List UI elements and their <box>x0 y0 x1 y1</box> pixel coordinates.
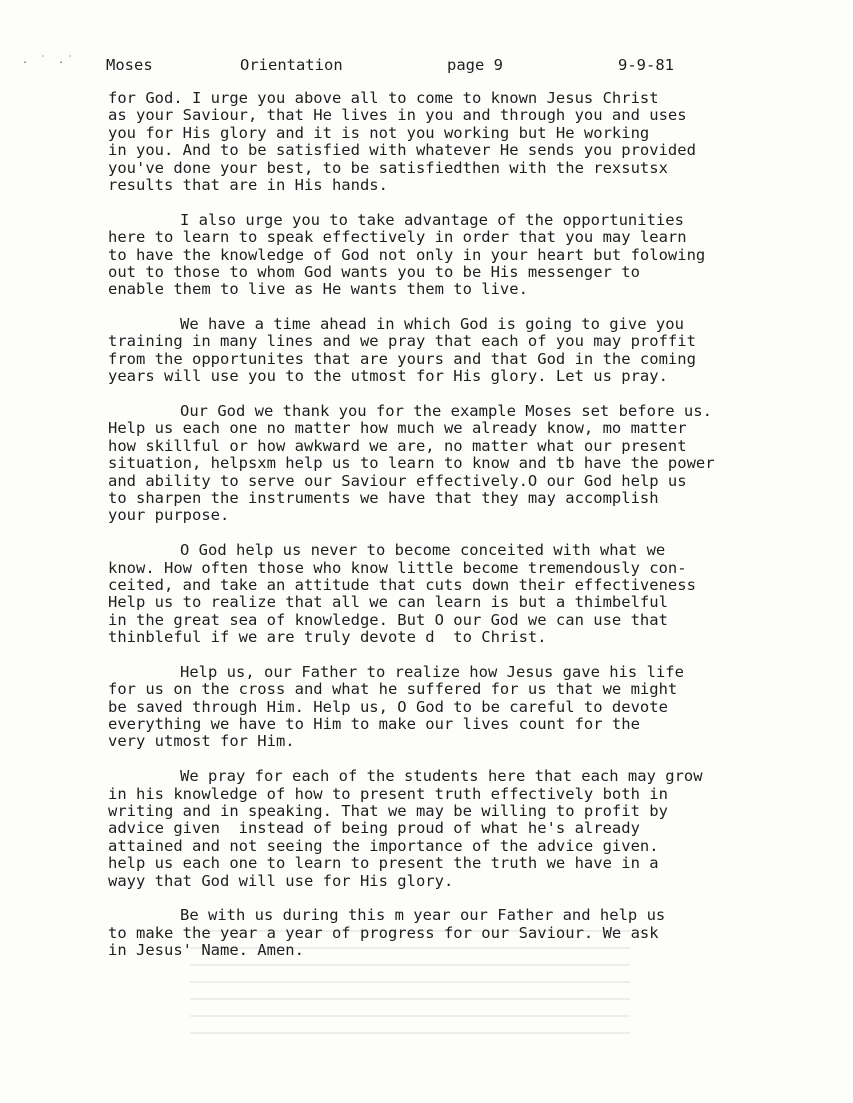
text-line: for us on the cross and what he suffered for us that we might <box>108 680 678 699</box>
text-line: Help us, our Father to realize how Jesus gave his life <box>180 662 684 681</box>
text-line: We have a time ahead in which God is going to give you <box>180 315 684 334</box>
margin-specks: . ˙ .˙ <box>22 55 77 66</box>
text-line: to make the year a year of progress for our Saviour. We ask <box>108 923 659 942</box>
text-line: attained and not seeing the importance of the advice given. <box>108 836 659 855</box>
text-line: in Jesus' Name. Amen. <box>108 941 304 960</box>
text-line: your purpose. <box>108 506 230 525</box>
text-line: and ability to serve our Saviour effectively.O our God help us <box>108 471 687 490</box>
text-line: writing and in speaking. That we may be willing to profit by <box>108 802 668 821</box>
text-line: you've done your best, to be satisfiedthen with the rexsutsx <box>108 158 668 177</box>
text-line: as your Saviour, that He lives in you and through you and uses <box>108 106 687 125</box>
document-body <box>108 90 808 977</box>
text-line: O God help us never to become conceited with what we <box>180 541 666 560</box>
header-date: 9-9-81 <box>618 56 674 74</box>
text-line: Be with us during this m year our Father and help us <box>180 906 666 925</box>
paragraph <box>108 768 808 890</box>
text-line: in you. And to be satisfied with whatever He sends you provided <box>108 141 696 160</box>
text-line: very utmost for Him. <box>108 732 295 751</box>
text-line: to sharpen the instruments we have that they may accomplish <box>108 488 659 507</box>
text-line: in his knowledge of how to present truth effectively both in <box>108 784 668 803</box>
page-header <box>0 56 853 78</box>
text-line: Help us to realize that all we can learn is but a thimbelful <box>108 593 668 612</box>
text-line: I also urge you to take advantage of the opportunities <box>180 210 684 229</box>
text-line: ceited, and take an attitude that cuts down their effectiveness <box>108 575 696 594</box>
paragraph <box>108 212 808 299</box>
text-line: Help us each one no matter how much we already know, mo matter <box>108 419 687 438</box>
paragraph <box>108 403 808 525</box>
text-line: how skillful or how awkward we are, no matter what our present <box>108 436 687 455</box>
header-page-number: page 9 <box>447 56 503 74</box>
text-line: you for His glory and it is not you working but He working <box>108 123 650 142</box>
text-line: Our God we thank you for the example Moses set before us. <box>180 402 712 421</box>
text-line: in the great sea of knowledge. But O our God we can use that <box>108 610 668 629</box>
text-line: know. How often those who know little become tremendously con- <box>108 558 687 577</box>
text-line: to have the knowledge of God not only in your heart but folowing <box>108 245 706 264</box>
text-line: enable them to live as He wants them to live. <box>108 280 528 299</box>
text-line: thinbleful if we are truly devote d to Christ. <box>108 628 547 647</box>
text-line: here to learn to speak effectively in order that you may learn <box>108 228 687 247</box>
paragraph <box>108 316 808 386</box>
text-line: We pray for each of the students here that each may grow <box>180 767 703 786</box>
text-line: everything we have to Him to make our lives count for the <box>108 715 640 734</box>
text-line: help us each one to learn to present the truth we have in a <box>108 854 659 873</box>
text-line: for God. I urge you above all to come to known Jesus Christ <box>108 89 659 107</box>
text-line: situation, helpsxm help us to learn to know and tb have the power <box>108 454 715 473</box>
text-line: out to those to whom God wants you to be His messenger to <box>108 262 640 281</box>
text-line: results that are in His hands. <box>108 175 388 194</box>
paragraph <box>108 542 808 646</box>
header-author: Moses <box>106 56 153 74</box>
text-line: years will use you to the utmost for His glory. Let us pray. <box>108 367 668 386</box>
text-line: from the opportunites that are yours and that God in the coming <box>108 349 696 368</box>
text-line: training in many lines and we pray that each of you may proffit <box>108 332 696 351</box>
paragraph <box>108 907 808 959</box>
paragraph <box>108 90 808 194</box>
header-title: Orientation <box>240 56 343 74</box>
paragraph <box>108 664 808 751</box>
text-line: wayy that God will use for His glory. <box>108 871 454 890</box>
text-line: be saved through Him. Help us, O God to be careful to devote <box>108 697 668 716</box>
text-line: advice given instead of being proud of what he's already <box>108 819 640 838</box>
